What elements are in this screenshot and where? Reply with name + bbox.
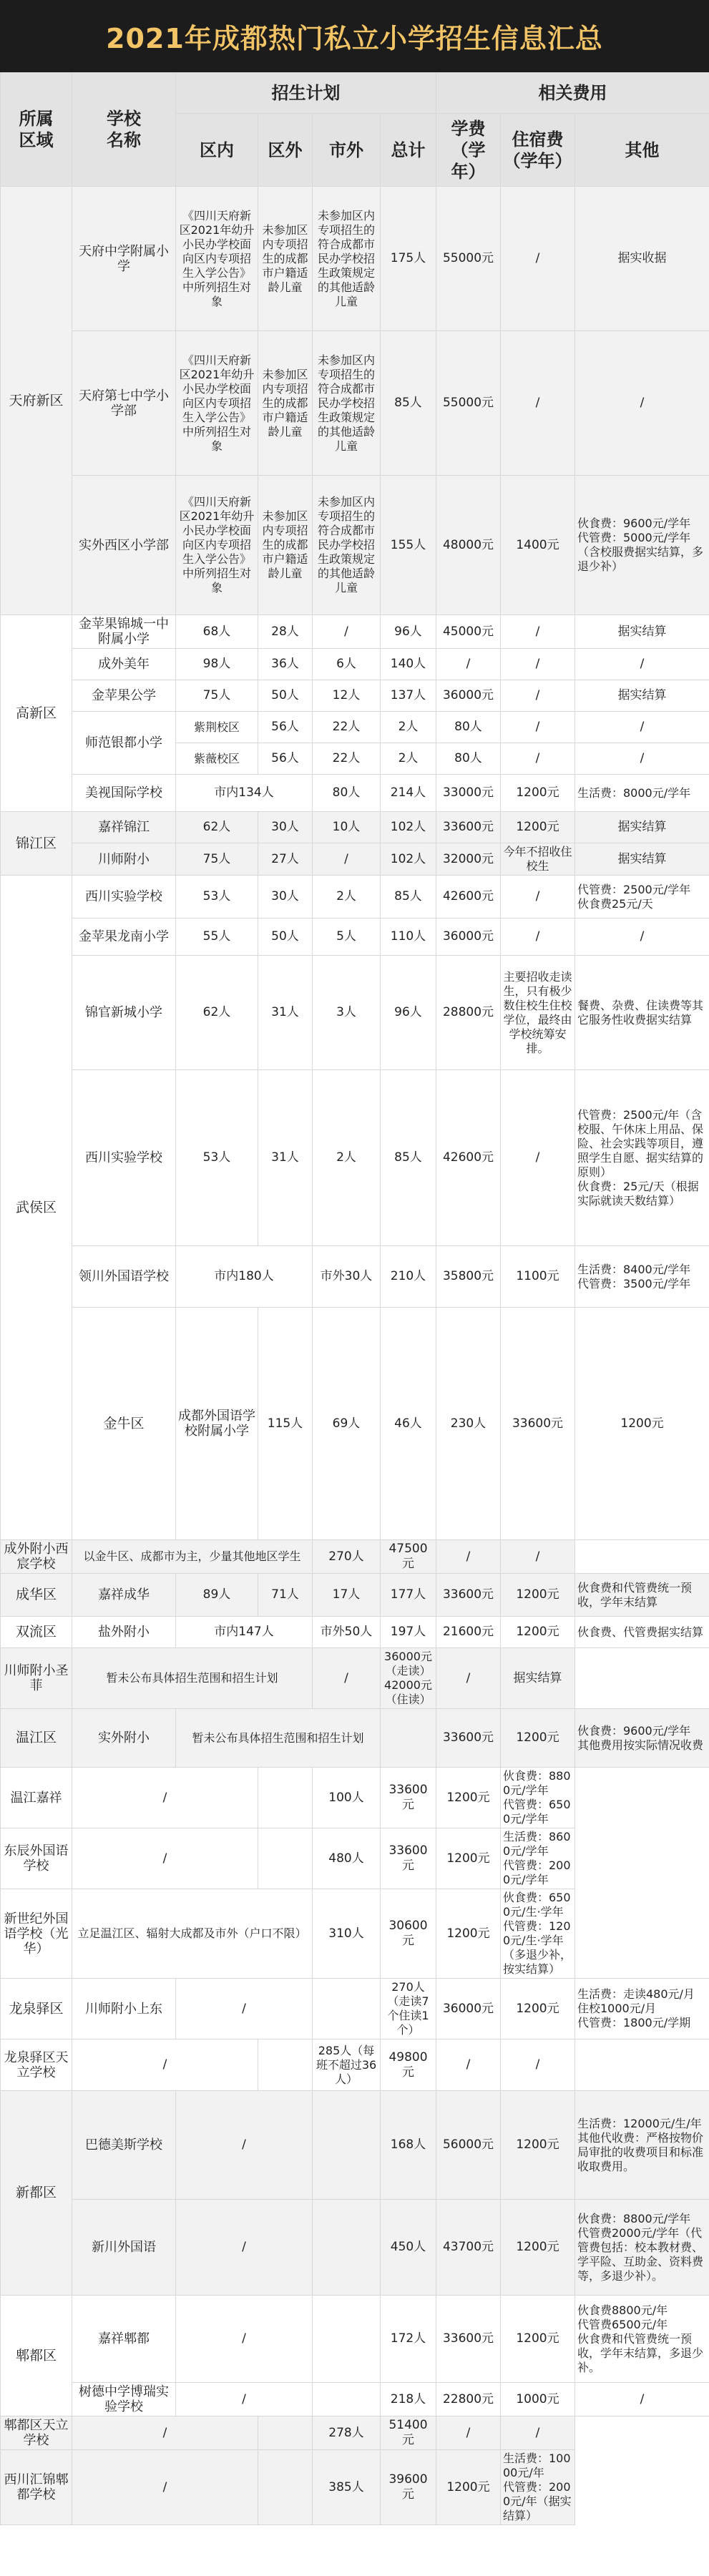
other-fees: / (575, 649, 709, 680)
out-district: 69人 (313, 1308, 381, 1540)
total-count: 285人（每班不超过36人） (313, 2039, 381, 2091)
table-row (1, 956, 709, 1070)
total-count: 85人 (381, 331, 436, 476)
in-out-district: 市内147人 (176, 1617, 313, 1648)
other-fees: 据实收据 (575, 187, 709, 331)
tuition-fee: 33600元 (436, 2296, 501, 2383)
out-city (258, 1768, 313, 1828)
out-district: 28人 (258, 615, 313, 649)
boarding-fee: / (575, 743, 709, 775)
school-name: 温江嘉祥 (1, 1768, 72, 1828)
total-count: 218人 (381, 2383, 436, 2416)
other-fees: / (575, 2383, 709, 2416)
out-district: 27人 (258, 843, 313, 876)
in-district: 《四川天府新区2021年幼升小民办学校面向区内专项招生入学公告》中所列招生对象 (176, 476, 258, 615)
enrollment-scope: 以金牛区、成都市为主，少量其他地区学生 (72, 1540, 313, 1574)
out-city: 未参加区内专项招生的符合成都市民办学校招生政策规定的其他适龄儿童 (313, 331, 381, 476)
out-city (313, 2200, 381, 2296)
total-count: 197人 (381, 1617, 436, 1648)
table-row (1, 1648, 709, 1709)
in-out-district: / (176, 2091, 313, 2200)
in-district: 89人 (176, 1574, 258, 1617)
total-count: 80人 (436, 743, 501, 775)
boarding-fee: 1200元 (501, 775, 575, 812)
school-name: 实外附小 (72, 1709, 176, 1768)
out-city (313, 2296, 381, 2383)
other-fees: 生活费：10000元/年 代管费：2000元/年（据实结算） (501, 2450, 575, 2525)
in-district: 115人 (258, 1308, 313, 1540)
boarding-fee: / (501, 680, 575, 712)
tuition-fee: 47500元 (381, 1540, 436, 1574)
campus-name: 紫荆校区 (176, 712, 258, 743)
out-district: 71人 (258, 1574, 313, 1617)
total-count: 137人 (381, 680, 436, 712)
total-count: 450人 (381, 2200, 436, 2296)
table-row (1, 2383, 709, 2416)
out-district: 50人 (258, 919, 313, 956)
region-cell: 锦江区 (1, 812, 72, 876)
total-count: 100人 (313, 1768, 381, 1828)
school-name: 东辰外国语学校 (1, 1828, 72, 1889)
other-fees: 伙食费和代管费统一预收，学年末结算 (575, 1574, 709, 1617)
total-count: 172人 (381, 2296, 436, 2383)
region-cell: 天府新区 (1, 187, 72, 615)
boarding-fee: / (436, 2039, 501, 2091)
table-row (1, 843, 709, 876)
tuition-fee: 55000元 (436, 331, 501, 476)
out-city: 12人 (313, 680, 381, 712)
other-fees: 伙食费：6500元/生·学年 代管费：1200元/生·学年（多退少补，按实结算） (501, 1889, 575, 1979)
out-city: 17人 (313, 1574, 381, 1617)
boarding-fee: 1200元 (436, 1768, 501, 1828)
tuition-fee: 48000元 (436, 476, 501, 615)
out-city: 10人 (313, 812, 381, 843)
tuition-fee: 36000元 (436, 1979, 501, 2039)
total-count: 214人 (381, 775, 436, 812)
out-city (313, 1979, 381, 2039)
in-district: 56人 (258, 743, 313, 775)
out-city: 市外30人 (313, 1246, 381, 1308)
table-row (1, 1768, 709, 1828)
tuition-fee: 30600元 (381, 1889, 436, 1979)
table-row (1, 1540, 709, 1574)
boarding-fee: / (436, 1648, 501, 1709)
tuition-fee: 39600元 (381, 2450, 436, 2525)
tuition-fee: 36000元（走读）42000元（住读） (381, 1648, 436, 1709)
table-row (1, 1308, 709, 1540)
tuition-fee: 42600元 (436, 1070, 501, 1246)
in-district: 56人 (258, 712, 313, 743)
school-name: 西川实验学校 (72, 1070, 176, 1246)
in-district: 62人 (176, 956, 258, 1070)
total-count: 85人 (381, 876, 436, 919)
out-city: 2人 (313, 876, 381, 919)
school-name: 嘉祥郫都 (72, 2296, 176, 2383)
in-out-district: / (72, 2416, 258, 2450)
in-out-district: 市内134人 (176, 775, 313, 812)
boarding-fee: 1200元 (436, 1889, 501, 1979)
out-district: 31人 (258, 1070, 313, 1246)
out-city (258, 2039, 313, 2091)
school-name: 西川实验学校 (72, 876, 176, 919)
other-fees: 生活费：8400元/学年 代管费：3500元/学年 (575, 1246, 709, 1308)
tuition-fee: 28800元 (436, 956, 501, 1070)
total-count: 270人 (313, 1540, 381, 1574)
tuition-fee: / (501, 712, 575, 743)
region-cell: 双流区 (1, 1617, 72, 1648)
boarding-fee: 1000元 (501, 2383, 575, 2416)
other-fees: 伙食费：9600元/学年 代管费：5000元/学年（含校服费据实结算，多退少补） (575, 476, 709, 615)
total-count: 310人 (313, 1889, 381, 1979)
out-city (313, 2383, 381, 2416)
out-city: 80人 (313, 775, 381, 812)
out-district: 50人 (258, 680, 313, 712)
table-row (1, 876, 709, 919)
header-total: 总计 (381, 114, 436, 187)
boarding-fee: 1200元 (501, 1709, 575, 1768)
header-other: 其他 (575, 114, 709, 187)
tuition-fee: / (501, 743, 575, 775)
page-title: 2021年成都热门私立小学招生信息汇总 (0, 0, 709, 72)
school-name: 成都外国语学校附属小学 (176, 1308, 258, 1540)
school-name: 成外美年 (72, 649, 176, 680)
out-city: 3人 (313, 956, 381, 1070)
out-city (258, 2416, 313, 2450)
header-in-district: 区内 (176, 114, 258, 187)
tuition-fee: / (436, 649, 501, 680)
out-district: 31人 (258, 956, 313, 1070)
school-name: 龙泉驿区天立学校 (1, 2039, 72, 2091)
table-row (1, 2039, 709, 2091)
in-district: 53人 (176, 876, 258, 919)
in-out-district: 市内180人 (176, 1246, 313, 1308)
other-fees: 生活费：8600元/学年 代管费：2000元/学年 (501, 1828, 575, 1889)
total-count: 96人 (381, 956, 436, 1070)
region-cell: 成华区 (1, 1574, 72, 1617)
table-row (1, 1617, 709, 1648)
header-out-district: 区外 (258, 114, 313, 187)
table-row (1, 812, 709, 843)
region-cell: 金牛区 (72, 1308, 176, 1540)
table-row (1, 187, 709, 331)
total-count: 210人 (381, 1246, 436, 1308)
header-boarding: 住宿费 （学年） (501, 114, 575, 187)
other-fees: / (501, 2416, 575, 2450)
table-row (1, 2416, 709, 2450)
other-fees: 生活费：走读480元/月 住校1000元/月 代管费：1800元/学期 (575, 1979, 709, 2039)
school-name: 盐外附小 (72, 1617, 176, 1648)
in-district: 68人 (176, 615, 258, 649)
boarding-fee: 1400元 (501, 476, 575, 615)
school-name: 郫都区天立学校 (1, 2416, 72, 2450)
tuition-fee: 33600元 (381, 1828, 436, 1889)
boarding-fee: 1200元 (501, 2091, 575, 2200)
tuition-fee: 32000元 (436, 843, 501, 876)
tuition-fee: 33600元 (436, 1709, 501, 1768)
in-out-district: / (176, 2200, 313, 2296)
table-row (1, 775, 709, 812)
region-cell: 龙泉驿区 (1, 1979, 72, 2039)
total-count: 480人 (313, 1828, 381, 1889)
out-district: 未参加区内专项招生的成都市户籍适龄儿童 (258, 331, 313, 476)
boarding-fee: 1200元 (501, 1574, 575, 1617)
table-row (1, 680, 709, 712)
table-row (1, 1979, 709, 2039)
boarding-fee: 1200元 (575, 1308, 709, 1540)
table-row (1, 1070, 709, 1246)
other-fees: 伙食费8800元/年 代管费6500元/年 伙食费和代管费统一预收，学年末结算，多退少补。 (575, 2296, 709, 2383)
out-district: 30人 (258, 812, 313, 843)
table-row (1, 2091, 709, 2200)
boarding-fee: / (501, 187, 575, 331)
total-count: 168人 (381, 2091, 436, 2200)
boarding-fee: / (436, 1540, 501, 1574)
region-cell: 温江区 (1, 1709, 72, 1768)
school-name: 西川汇锦郫都学校 (1, 2450, 72, 2525)
header-tuition: 学费 （学年） (436, 114, 501, 187)
boarding-fee: 1200元 (501, 2200, 575, 2296)
table-row (1, 1246, 709, 1308)
header-enrollment-plan: 招生计划 (176, 73, 436, 114)
boarding-fee: 1200元 (501, 1979, 575, 2039)
out-city: 市外50人 (313, 1617, 381, 1648)
tuition-fee: 33600元 (381, 1768, 436, 1828)
out-district: 未参加区内专项招生的成都市户籍适龄儿童 (258, 476, 313, 615)
out-city: 6人 (313, 649, 381, 680)
boarding-fee: / (501, 1070, 575, 1246)
boarding-fee: 1200元 (436, 1828, 501, 1889)
table-row (1, 2200, 709, 2296)
total-count: 102人 (381, 843, 436, 876)
school-name: 师范银都小学 (72, 712, 176, 775)
enrollment-scope: 立足温江区、辐射大成都及市外（户口不限） (72, 1889, 313, 1979)
tuition-fee: 33600元 (501, 1308, 575, 1540)
school-name: 实外西区小学部 (72, 476, 176, 615)
school-name: 巴德美斯学校 (72, 2091, 176, 2200)
table-row (1, 1709, 709, 1768)
boarding-fee: / (501, 649, 575, 680)
total-count: 96人 (381, 615, 436, 649)
school-name: 金苹果公学 (72, 680, 176, 712)
table-row (1, 2296, 709, 2383)
tuition-fee: 35800元 (436, 1246, 501, 1308)
in-out-district: / (176, 2383, 313, 2416)
boarding-fee: 1200元 (501, 812, 575, 843)
table-row (1, 649, 709, 680)
other-fees: 伙食费：8800元/学年 代管费2000元/学年（代管费包括：校本教材费、学平险、互助金、资料费等，多退少补）。 (575, 2200, 709, 2296)
other-fees: / (501, 1540, 575, 1574)
region-cell: 高新区 (1, 615, 72, 812)
out-district: 22人 (313, 743, 381, 775)
boarding-fee: 1200元 (501, 1617, 575, 1648)
other-fees: 据实结算 (501, 1648, 575, 1709)
school-name: 领川外国语学校 (72, 1246, 176, 1308)
school-name: 美视国际学校 (72, 775, 176, 812)
boarding-fee: / (436, 2416, 501, 2450)
other-fees: 生活费：8000元/学年 (575, 775, 709, 812)
in-district: 75人 (176, 843, 258, 876)
table-row (1, 1889, 709, 1979)
tuition-fee: 22800元 (436, 2383, 501, 2416)
total-count: 270人（走读7个住读1个） (381, 1979, 436, 2039)
in-out-district: / (72, 2039, 258, 2091)
school-name: 川师附小圣菲 (1, 1648, 72, 1709)
table-row (1, 2450, 709, 2525)
school-name: 成外附小西宸学校 (1, 1540, 72, 1574)
school-name: 天府第七中学小学部 (72, 331, 176, 476)
school-name: 天府中学附属小学 (72, 187, 176, 331)
out-district: 30人 (258, 876, 313, 919)
school-name: 锦官新城小学 (72, 956, 176, 1070)
tuition-fee: 51400元 (381, 2416, 436, 2450)
other-fees: / (575, 331, 709, 476)
out-city (258, 1828, 313, 1889)
table-row (1, 476, 709, 615)
tuition-fee: 49800元 (381, 2039, 436, 2091)
tuition-fee: 21600元 (436, 1617, 501, 1648)
school-name: 新世纪外国语学校（光华） (1, 1889, 72, 1979)
out-city: / (313, 843, 381, 876)
out-city (258, 2450, 313, 2525)
other-fees: 伙食费、代管费据实结算 (575, 1617, 709, 1648)
school-name: 嘉祥成华 (72, 1574, 176, 1617)
boarding-fee: 今年不招收住校生 (501, 843, 575, 876)
enrollment-scope: 暂未公布具体招生范围和招生计划 (72, 1648, 313, 1709)
boarding-fee: 1200元 (501, 2296, 575, 2383)
boarding-fee: / (575, 712, 709, 743)
other-fees: 据实结算 (575, 843, 709, 876)
enrollment-scope: 暂未公布具体招生范围和招生计划 (176, 1709, 381, 1768)
region-cell: 郫都区 (1, 2296, 72, 2416)
header-out-city: 市外 (313, 114, 381, 187)
other-fees: 据实结算 (575, 812, 709, 843)
total-count: 80人 (436, 712, 501, 743)
total-count: 177人 (381, 1574, 436, 1617)
other-fees: 代管费：2500元/学年 伙食费25元/天 (575, 876, 709, 919)
total-count: 278人 (313, 2416, 381, 2450)
school-name: 新川外国语 (72, 2200, 176, 2296)
other-fees: 伙食费：8800元/学年 代管费：6500元/学年 (501, 1768, 575, 1828)
in-out-district: / (176, 1979, 313, 2039)
out-city: 未参加区内专项招生的符合成都市民办学校招生政策规定的其他适龄儿童 (313, 476, 381, 615)
school-name: 川师附小 (72, 843, 176, 876)
total-count: 102人 (381, 812, 436, 843)
tuition-fee: 55000元 (436, 187, 501, 331)
header-related-fees: 相关费用 (436, 73, 709, 114)
other-fees: 餐费、杂费、住读费等其它服务性收费据实结算 (575, 956, 709, 1070)
region-cell: 武侯区 (1, 876, 72, 1540)
boarding-fee: / (501, 876, 575, 919)
in-out-district: / (72, 1828, 258, 1889)
out-city: / (313, 615, 381, 649)
school-name: 川师附小上东 (72, 1979, 176, 2039)
tuition-fee: 56000元 (436, 2091, 501, 2200)
header-region: 所属 区域 (1, 73, 72, 187)
out-city: 5人 (313, 919, 381, 956)
school-name: 金苹果锦城一中附属小学 (72, 615, 176, 649)
other-fees: / (501, 2039, 575, 2091)
enrollment-table (0, 72, 709, 2525)
boarding-fee: / (501, 331, 575, 476)
in-district: 《四川天府新区2021年幼升小民办学校面向区内专项招生入学公告》中所列招生对象 (176, 187, 258, 331)
tuition-fee: 36000元 (436, 919, 501, 956)
in-out-district: / (72, 2450, 258, 2525)
in-district: 55人 (176, 919, 258, 956)
table-row (1, 712, 709, 743)
in-out-district: / (176, 2296, 313, 2383)
school-name: 嘉祥锦江 (72, 812, 176, 843)
in-district: 75人 (176, 680, 258, 712)
other-fees: 伙食费：9600元/学年 其他费用按实际情况收费 (575, 1709, 709, 1768)
header-school: 学校 名称 (72, 73, 176, 187)
total-count: 110人 (381, 919, 436, 956)
in-district: 62人 (176, 812, 258, 843)
out-district: 未参加区内专项招生的成都市户籍适龄儿童 (258, 187, 313, 331)
out-city: 46人 (381, 1308, 436, 1540)
tuition-fee: 33600元 (436, 1574, 501, 1617)
tuition-fee: 42600元 (436, 876, 501, 919)
region-cell: 新都区 (1, 2091, 72, 2296)
out-city (313, 2091, 381, 2200)
boarding-fee: 1100元 (501, 1246, 575, 1308)
tuition-fee: 45000元 (436, 615, 501, 649)
table-body (1, 187, 709, 2525)
boarding-fee: / (501, 615, 575, 649)
tuition-fee: 33000元 (436, 775, 501, 812)
school-name: 金苹果龙南小学 (72, 919, 176, 956)
other-fees: 生活费：12000元/生/年 其他代收费：严格按物价局审批的收费项目和标准收取费用。 (575, 2091, 709, 2200)
total-count: 175人 (381, 187, 436, 331)
table-row (1, 919, 709, 956)
other-fees: / (575, 919, 709, 956)
out-city: 2人 (381, 712, 436, 743)
other-fees: 据实结算 (575, 680, 709, 712)
boarding-fee: 主要招收走读生，只有极少数住校生住校学位，最终由学校统筹安排。 (501, 956, 575, 1070)
table-row (1, 331, 709, 476)
in-district: 98人 (176, 649, 258, 680)
total-count: 155人 (381, 476, 436, 615)
in-district: 《四川天府新区2021年幼升小民办学校面向区内专项招生入学公告》中所列招生对象 (176, 331, 258, 476)
out-city: 未参加区内专项招生的符合成都市民办学校招生政策规定的其他适龄儿童 (313, 187, 381, 331)
out-city: 2人 (313, 1070, 381, 1246)
table-row (1, 615, 709, 649)
in-out-district: / (72, 1768, 258, 1828)
other-fees: 代管费：2500元/年（含校服、午休床上用品、保险、社会实践等项目，遵照学生自愿、据实结算的原则） 伙食费：25元/天（根据实际就读天数结算） (575, 1070, 709, 1246)
table-row (1, 1574, 709, 1617)
in-district: 53人 (176, 1070, 258, 1246)
school-name: 树德中学博瑞实验学校 (72, 2383, 176, 2416)
total-count: 385人 (313, 2450, 381, 2525)
total-count (381, 1709, 436, 1768)
other-fees: 据实结算 (575, 615, 709, 649)
tuition-fee: 33600元 (436, 812, 501, 843)
table-row (1, 1828, 709, 1889)
total-count: / (313, 1648, 381, 1709)
total-count: 230人 (436, 1308, 501, 1540)
campus-name: 紫薇校区 (176, 743, 258, 775)
out-city: 2人 (381, 743, 436, 775)
total-count: 140人 (381, 649, 436, 680)
out-district: 22人 (313, 712, 381, 743)
total-count: 85人 (381, 1070, 436, 1246)
boarding-fee: / (501, 919, 575, 956)
boarding-fee: 1200元 (436, 2450, 501, 2525)
tuition-fee: 36000元 (436, 680, 501, 712)
tuition-fee: 43700元 (436, 2200, 501, 2296)
out-district: 36人 (258, 649, 313, 680)
